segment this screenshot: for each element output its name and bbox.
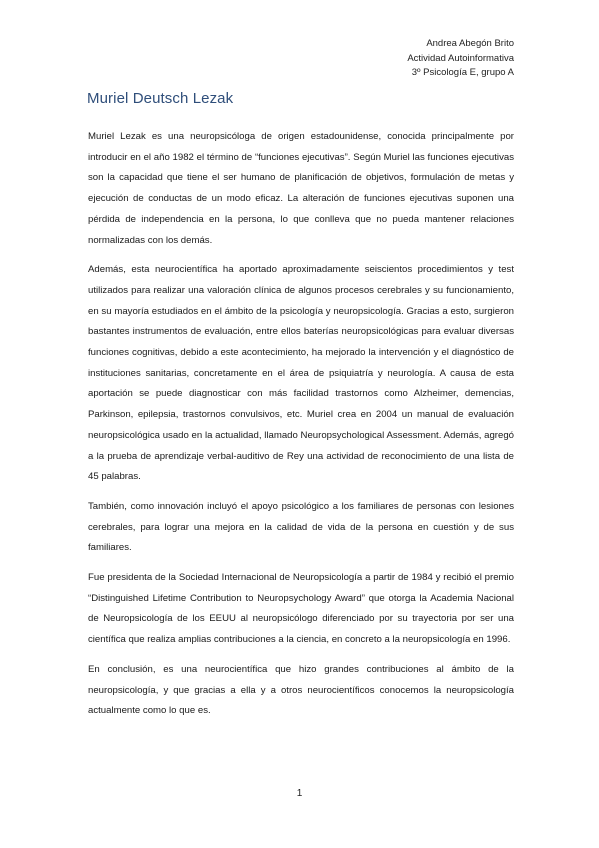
paragraph-1: Muriel Lezak es una neuropsicóloga de origen estadounidense, conocida principalmente por introducir en el año 1982 el término de “funciones ejecutivas”. Según Muriel las funciones ejecutivas son la capacidad que tiene el ser humano de planificación de objetivos, formulación de metas y ejecución de conductas de un modo eficaz. La alteración de funciones ejecutivas suponen una pérdida de independencia en la persona, lo que conlleva que no pueda mantener relaciones normalizadas con los demás. [88,131,514,246]
paragraph-3: También, como innovación incluyó el apoyo psicológico a los familiares de personas con lesiones cerebrales, para lograr una mejora en la calidad de vida de la persona en cuestión y de sus familiares. [88,500,514,554]
page-header [407,37,514,81]
page-number: 1 [296,788,303,799]
document-body [88,127,514,722]
paragraph-4: Fue presidenta de la Sociedad Internacional de Neuropsicología a partir de 1984 y recibió el premio “Distinguished Lifetime Contribution to Neuropsychology Award” que otorga la Academia Nacional de Neuropsicología de los EEUU al neuropsicólogo diferenciado por su trayectoria por ser una científica que realiza amplias contribuciones a la ciencia, en concreto a la neuropsicología en 1996. [88,572,514,646]
header-author: Andrea Abegón Brito [426,38,514,49]
paragraph-5: En conclusión, es una neurocientífica que hizo grandes contribuciones al ámbito de la neuropsicología, y que gracias a ella y a otros neurocientíficos conocemos la neuropsicología actualmente como lo que es. [88,663,514,717]
header-group: 3º Psicología E, grupo A [411,67,514,78]
document-title: Muriel Deutsch Lezak [87,90,234,107]
paragraph-2: Además, esta neurocientífica ha aportado aproximadamente seiscientos procedimientos y test utilizados para realizar una valoración clínica de algunos procesos cerebrales y su funcionamiento, en su mayoría estudiados en el ámbito de la psicología y neuropsicología. Gracias a esto, surgieron bastantes instrumentos de evaluación, entre ellos baterías neuropsicológicas para evaluar diversas funciones cognitivas, debido a este acontecimiento, ha mejorado la intervención y el diagnóstico de instituciones sanitarias, concretamente en el área de psiquiatría y neurología. A causa de esta aportación se puede diagnosticar con más facilidad trastornos como Alzheimer, demencias, Parkinson, epilepsia, trastornos convulsivos, etc. Muriel crea en 2004 un manual de evaluación neuropsicológica usado en la actualidad, llamado Neuropsychological Assessment. Además, agregó a la prueba de aprendizaje verbal-auditivo de Rey una actividad de reconocimiento de una lista de 45 palabras. [88,264,514,483]
header-activity: Actividad Autoinformativa [407,52,514,64]
